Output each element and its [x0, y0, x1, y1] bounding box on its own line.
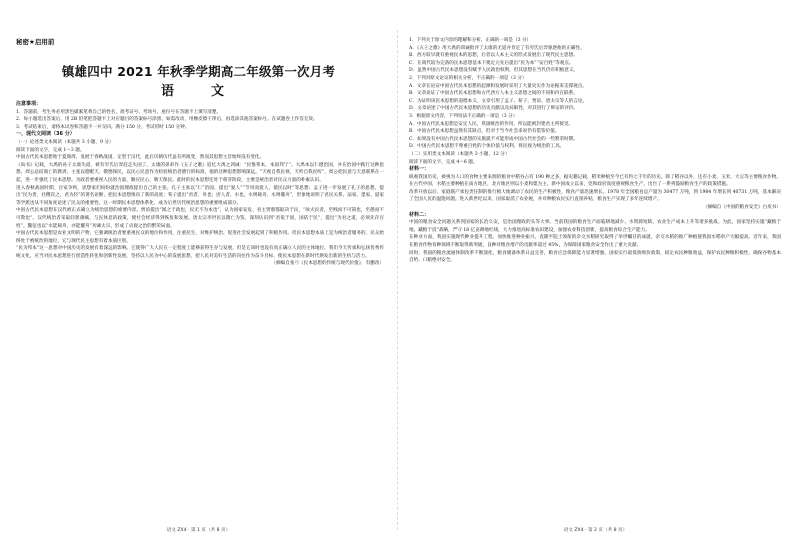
- material-paragraph: 中国的粮食安全问题关系到国家的长治久安，是治国理政的头等大事。当前我国的粮食生产面临耕地减少、水资源短缺、农业生产成本上升等诸多挑战。为此，国家坚持实施“藏粮于地、藏粮于技”战略，严守 18 亿亩耕地红线，大力推进高标准农田建设，加强农业科技创新，提高粮食综合生产能力。: [409, 220, 781, 233]
- material-paragraph: 同时，我国的粮食流通体制改革不断深化，粮食储备体系日益完善，粮食应急保障能力显著增强。国家实行最低收购价政策，稳定农民种粮收益，保护农民种粮积极性，确保谷物基本自给、口粮绝对安全。: [409, 250, 781, 264]
- material-label: 材料一：: [409, 166, 430, 173]
- material-paragraph: 改革开放以后，家庭联产承包责任制的推行极大地调动了农民的生产积极性，粮食产量迅速增长。1978 年全国粮食总产量为 30477 万吨，到 1984 年增长到 40731 万吨，基本解决了全国人民的温饱问题。进入新世纪以来，国家取消了农业税，并对种粮农民实行直接补贴，粮食生产实现了多年连续增产。: [409, 189, 781, 203]
- subsection-heading: （一）论述类文本阅读（本题共 3 小题，9 分）: [16, 139, 114, 145]
- passage-paragraph: 进入春秋战国时期，百家争鸣，思想家们纷纷就治国理政提出自己的主张。孔子主张以“仁”治国，提出“爱人”“节用而爱人，使民以时”等思想；孟子进一步发展了孔子的思想，提出“民为贵，社稷次之，君为轻”的著名论断，把民本思想推向了新的高度；荀子提出“君者，舟也；庶人者，水也。水则载舟，水则覆舟”，形象地说明了君民关系。法家、墨家、道家等学派也从不同角度论述了民众的重要性。这一时期民本思想体系化，成为后世历代统治思想的重要组成部分。: [16, 185, 384, 206]
- reading-instruction: 阅读下面的文字，完成 4～6 题。: [409, 159, 478, 165]
- option-line: B．文章论证了中国古代民本思想和古代西方人本主义思想之间的不同和内在联系。: [409, 91, 578, 97]
- option-line: C．在商代较为完备的民本思想基本下奠定元先后提出“民为本”“安百姓”等观点。: [409, 60, 574, 66]
- exam-title: 镇雄四中 2021 年秋季学期高二年级第一次月考: [61, 64, 336, 79]
- option-line: A．文章在论证中国古代民本思想的起源和发展时采用了大量史实作为论据来支撑观点。: [409, 83, 587, 89]
- reading-instruction: 阅读下面的文字，完成 1～3 题。: [16, 147, 85, 153]
- question-line: 3．根据原文内容，下列说法不正确的一项是（3 分）: [409, 113, 518, 119]
- notice-item: 2．每小题选出答案后，用 2B 铅笔把答题卡上对应题目的答案标号涂黑。如需改动，用橡皮擦干净后，再选涂其他答案标号。在试题卷上作答无效。: [16, 117, 318, 123]
- notice-heading: 注意事项：: [16, 101, 42, 107]
- option-line: D．文章论述了中国古代民本思想的历史贡献以及局限性，对其进行了辩证的评价。: [409, 106, 579, 112]
- secret-mark: 秘密★启用前: [16, 38, 55, 46]
- material-label: 材料二：: [409, 211, 430, 218]
- passage-paragraph: 《尚书》记载，大禹的孙子太康失道，被有穷氏后羿赶走失国了。太康的弟弟作《五子之歌》追忆大禹之训诫：“民惟邦本，本固邦宁”。大禹本以仁德治国，并在治国中践行这种思想。周公总结商亡的教训，主张以德配天、敬德保民，以民心民意作为检验统治者德行的标准，他的这种思想影响深远。“天视自我民视，天听自我民听”，周公把民意与天意联系在一起，进一步强化了民本思想。为政者要重视人民的力量，顺应民心，敬天保民。此时的民本思想还处于萌芽阶段，主要是统治者对民众力量的朴素认识。: [16, 162, 384, 183]
- passage-paragraph: 中国古代民本思想是农业文明的产物，它强调统治者要重视民众的地位和作用，注重民生，对维护统治、促进社会发展起到了积极作用。但民本思想本质上是为统治者服务的，民众始终处于被统治的地位，它与现代民主思想有着本质区别。: [16, 231, 384, 244]
- subsection-heading: （二）实用类文本阅读（本题共 3 小题，12 分）: [409, 151, 510, 157]
- subject-title: 语 文: [160, 84, 236, 99]
- option-line: A．《五子之歌》用大禹的训诫批评了太康的无道并肯定了有穷氏后羿驱逐他的正确性。: [409, 45, 585, 51]
- material-paragraph: 在种业方面，我国实施现代种业提升工程，加快推进种业振兴。袁隆平院士领衔的杂交水稻研究取得了举世瞩目的成就，杂交水稻的推广种植使我国水稻单产大幅提高。近年来，我国在粮食作物育种领域不断取得新突破，良种对粮食增产的贡献率超过 45%，为保障国家粮食安全作出了重大贡献。: [409, 235, 781, 249]
- passage-paragraph: 中国古代民本思想始于夏商周，发展于春秋战国，定型于汉代，此后历朝历代虽有所演变，然而其思想主旨始终没有变化。: [16, 155, 265, 161]
- notice-item: 1．答题前，考生务必用黑色碳素笔将自己的姓名、准考证号、考场号、座位号在答题卡上填写清楚。: [16, 109, 222, 115]
- left-content: [16, 101, 384, 268]
- question-line: 2．下列对原文论证的相关分析，不正确的一项是（3 分）: [409, 75, 527, 81]
- passage-citation: （摘编自张弓《民本思想的传统与现代价值》，有删改）: [271, 261, 384, 267]
- option-line: C．为证明该民本思想的道德本义，文章引用了孟子、荀子、贾谊、唐太宗等人的言论。: [409, 98, 588, 104]
- option-line: D．虽然中国古代民本思想没有赋予人民政治权利，但其思想在当代仍有积极意义。: [409, 68, 579, 74]
- material-citation: （摘编自《中国的粮食安全》白皮书）: [702, 205, 781, 211]
- notice-item: 3．考试结束后，请将本试卷和答题卡一并交回。满分 150 分，考试用时 150 分钟。: [16, 124, 190, 130]
- passage-paragraph: 中国古代民本思想在汉代被正式确立为统治思想的重要内容。贾谊提出“闻之于政也，民无不为本也”，认为国家安危、君主贤愚都取决于民，“故夫民者，至贱而不可简也，至愚而不可欺也”。汉代统治者采取轻徭薄赋、与民休息的政策，使社会经济得到恢复和发展。唐太宗李世民以隋亡为鉴，深刻认识到“君依于国，国依于民”，提出“为君之道，必须先存百姓”。魏征也以“水能载舟，亦能覆舟”劝谏太宗，形成了贞观之治的繁荣局面。: [16, 208, 384, 229]
- question-line: 1．下列关于原文内容的理解和分析，正确的一项是（3 分）: [409, 38, 532, 43]
- material-paragraph: 纵观我国历史，被视为人口的食物主要来源的粮食中稻谷占有 190 种之多，据史籍记载，稻米种植至今已有约七千年的历史。除了稻谷以外，还有小麦、玉米、大豆等主要粮食作物。在古代中国，水稻主要种植在南方地区，北方地区则以小麦和粟为主。新中国成立以来，党和政府高度重视粮食生产，出台了一系列鼓励粮食生产的政策措施。: [409, 174, 781, 188]
- option-line: A．中国古代民本思想是安定人民，巩固统治的作用，所以能被封建君主所接受。: [409, 121, 574, 127]
- option-line: C．如果没有中国古代民本思想的实施就不可能形成中国古代社会的一些繁荣时期。: [409, 136, 578, 142]
- right-content: [409, 37, 781, 265]
- page-right: [397, 0, 794, 544]
- passage-paragraph: “民为邦本”这一思想对中国历史的发展有着深远的影响。它使得广大人民在一定程度上能够获得生存与发展，但是它同时也没有真正确立人民的主体地位。我们今天传承和弘扬优秀传统文化，应当对民本思想进行创造性转化和创新性发展，坚持以人民为中心的发展思想，把人民对美好生活的向往作为奋斗目标，使民本思想在新时代焕发出新的生机与活力。: [16, 246, 384, 259]
- option-line: B．西方较早就有重视民本的思想，后者以人本主义的形式发展出了现代民主思想。: [409, 53, 578, 59]
- option-line: D．中国古代民本思想不尊重百姓的个体价值与权利，将民视为统治的工具。: [409, 144, 565, 150]
- page-footer-right: 语文 ZX4 · 第 2 页（共 8 页）: [563, 528, 628, 533]
- section-heading: 一、现代文阅读（36 分）: [16, 131, 75, 138]
- option-line: B．中国古代民本思想虽然有其缺点，但对于当今社会来说仍有借鉴价值。: [409, 129, 560, 135]
- page-footer-left: 语文 ZX4 · 第 1 页（共 8 页）: [166, 528, 231, 533]
